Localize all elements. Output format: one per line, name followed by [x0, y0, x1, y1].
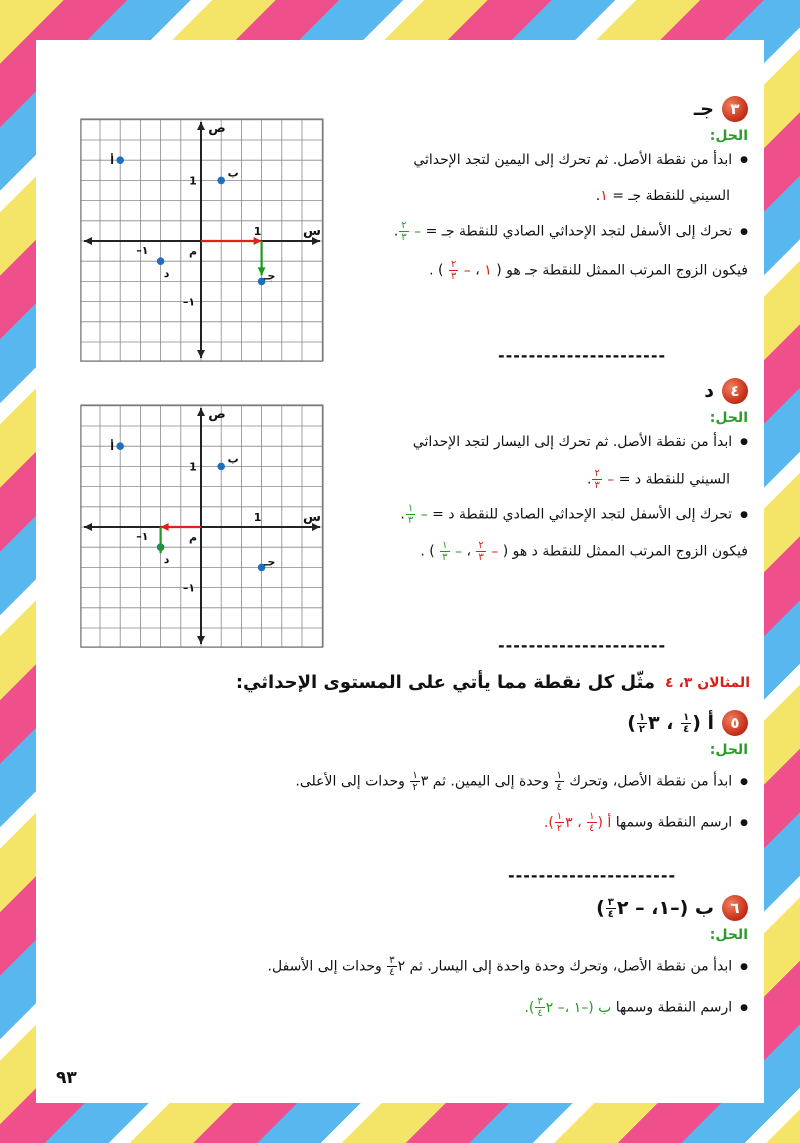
- y-axis-label: ص: [208, 407, 226, 422]
- examples-label: المثالان ٣، ٤: [665, 674, 750, 691]
- point-label: د: [163, 553, 170, 567]
- point-label: جـ: [263, 555, 276, 569]
- tick-y-neg: –١: [182, 581, 196, 595]
- question-number-badge: ٤: [722, 378, 748, 404]
- solution-label: الحل:: [709, 128, 748, 144]
- step-2: ● ارسم النقطة وسمها أ ( $\frac{١}{٤}$ ، ٣ $\frac{١}{٢}$ ).: [128, 811, 748, 834]
- question-3: [328, 96, 748, 282]
- y-axis-label: ص: [208, 121, 226, 136]
- tick-x-neg: –١: [136, 244, 149, 257]
- step-1: ● ابدأ من نقطة الأصل. ثم تحرك إلى اليمين لتجد الإحداثي: [328, 152, 748, 168]
- tick-y-neg: –١: [182, 295, 196, 309]
- step-2: ● ارسم النقطة وسمها ب (–١ ،– ٢ $\frac{٣}{٤}$ ).: [128, 996, 748, 1019]
- point-label: أ: [110, 154, 115, 168]
- origin-label: م: [188, 245, 198, 258]
- tick-x-pos: 1: [253, 511, 262, 524]
- step-1-cont: السيني للنقطة جـ = ١.: [595, 188, 730, 204]
- step-3: فيكون الزوج المرتب الممثل للنقطة د هو ( – $\frac{٢}{٣}$ ، – $\frac{١}{٣}$ ) .: [420, 540, 748, 563]
- tick-x-pos: 1: [253, 225, 262, 238]
- divider: ----------------------: [498, 346, 667, 365]
- point-label: د: [163, 267, 170, 281]
- question-number-badge: ٥: [722, 710, 748, 736]
- step-1-cont: السيني للنقطة د = – $\frac{٢}{٣}$ .: [586, 468, 730, 491]
- point-label: أ: [110, 440, 115, 454]
- solution-label: الحل:: [709, 927, 748, 943]
- question-4: [328, 378, 748, 563]
- step-1: ● ابدأ من نقطة الأصل، وتحرك وحدة واحدة إلى اليسار. ثم ٢ $\frac{٣}{٤}$ وحدات إلى الأسفل.: [128, 955, 748, 978]
- point-ب: [217, 177, 225, 185]
- step-3: فيكون الزوج المرتب الممثل للنقطة جـ هو ( ١ ، – $\frac{٢}{٣}$ ) .: [429, 259, 748, 282]
- point-د: [157, 257, 165, 265]
- origin-label: م: [188, 531, 198, 544]
- question-6: [128, 895, 748, 1019]
- tick-y-pos: 1: [189, 460, 197, 474]
- question-number-badge: ٦: [722, 895, 748, 921]
- examples-instruction: مثّل كل نقطة مما يأتي على المستوى الإحداثي:: [235, 672, 656, 693]
- step-2: ● تحرك إلى الأسفل لتجد الإحداثي الصادي للنقطة جـ = – $\frac{٢}{٣}$ .: [328, 220, 748, 243]
- question-number-badge: ٣: [722, 96, 748, 122]
- point-label: ب: [227, 452, 239, 466]
- point-ب: [217, 463, 225, 471]
- point-أ: [116, 442, 124, 450]
- examples-header: [235, 672, 750, 693]
- page-number: ٩٣: [56, 1068, 77, 1088]
- solution-label: الحل:: [709, 742, 748, 758]
- solution-label: الحل:: [709, 410, 748, 426]
- question-title: جـ: [693, 98, 714, 120]
- x-axis-label: س: [303, 224, 321, 239]
- question-5: [128, 710, 748, 834]
- x-axis-label: س: [303, 510, 321, 525]
- coordinate-graph-d: [80, 404, 327, 648]
- tick-x-neg: –١: [136, 530, 149, 543]
- point-label: ب: [227, 166, 239, 180]
- question-title: أ ( $\frac{١}{٤}$ ، ٣ $\frac{١}{٢}$ ): [627, 711, 714, 735]
- divider: ----------------------: [508, 866, 677, 885]
- point-label: جـ: [263, 269, 276, 283]
- step-1: ● ابدأ من نقطة الأصل. ثم تحرك إلى اليسار لتجد الإحداثي: [328, 434, 748, 450]
- coordinate-graph-c: [80, 118, 327, 362]
- step-1: ● ابدأ من نقطة الأصل، وتحرك $\frac{١}{٤}$ وحدة إلى اليمين. ثم ٣ $\frac{١}{٢}$ وحدات إلى الأعلى.: [128, 770, 748, 793]
- question-title: د: [704, 380, 714, 402]
- question-title: ب (–١، – ٢ $\frac{٣}{٤}$ ): [596, 896, 714, 920]
- tick-y-pos: 1: [189, 174, 197, 188]
- divider: ----------------------: [498, 636, 667, 655]
- step-2: ● تحرك إلى الأسفل لتجد الإحداثي الصادي للنقطة د = – $\frac{١}{٣}$ .: [328, 503, 748, 526]
- point-أ: [116, 156, 124, 164]
